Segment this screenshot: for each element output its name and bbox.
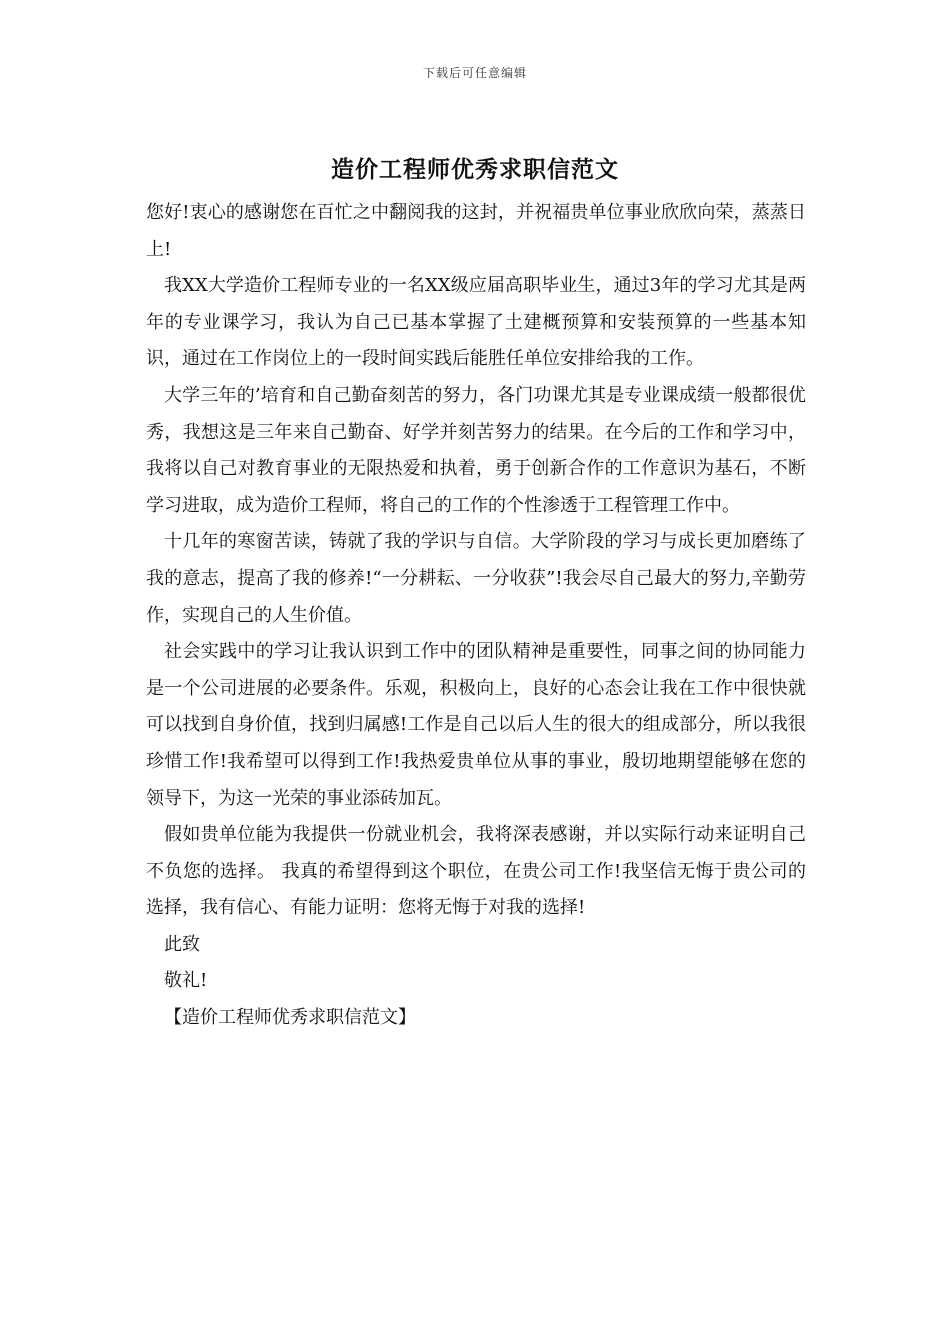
body-paragraph-introduction: 我XX大学造价工程师专业的一名XX级应届高职毕业生，通过3年的学习尤其是两年的专业课学习，我认为自己已基本掌握了土建概预算和安装预算的一些基本知识，通过在工作岗位上的一段时间实践后能胜任单位安排给我的工作。 — [146, 275, 806, 370]
body-paragraph-study: 大学三年的’培育和自己勤奋刻苦的努力，各门功课尤其是专业课成绩一般都很优秀，我想这是三年来自己勤奋、好学并刻苦努力的结果。在今后的工作和学习中，我将以自己对教育事业的无限热爱和执着，勇于创新合作的工作意识为基石，不断学习进取，成为造价工程师，将自己的工作的个性渗透于工程管理工作中。 — [146, 384, 806, 516]
document-title: 造价工程师优秀求职信范文 — [331, 156, 619, 183]
document-body — [146, 195, 806, 1037]
closing-regards: 敬礼! — [164, 970, 208, 992]
closing-salutation: 此致 — [164, 933, 200, 955]
body-paragraph-teamwork: 社会实践中的学习让我认识到工作中的团队精神是重要性，同事之间的协同能力是一个公司进展的必要条件。乐观，积极向上，良好的心态会让我在工作中很快就可以找到自身价值，找到归属感!工作是自己以后人生的很大的组成部分，所以我很珍惜工作!我希望可以得到工作!我热爱贵单位从事的事业，殷切地期望能够在您的领导下，为这一光荣的事业添砖加瓦。 — [146, 641, 806, 809]
greeting-paragraph: 您好!衷心的感谢您在百忙之中翻阅我的这封，并祝福贵单位事业欣欣向荣，蒸蒸日上! — [146, 202, 806, 260]
body-paragraph-request: 假如贵单位能为我提供一份就业机会，我将深表感谢，并以实际行动来证明自己不负您的选择。 我真的希望得到这个职位，在贵公司工作!我坚信无悔于贵公司的选择，我有信心、有能力证明：您将无悔于对我的选择! — [146, 824, 806, 919]
body-paragraph-growth: 十几年的寒窗苦读，铸就了我的学识与自信。大学阶段的学习与成长更加磨练了我的意志，提高了我的修养!“一分耕耘、一分收获”!我会尽自己最大的努力,辛勤劳作，实现自己的人生价值。 — [146, 531, 806, 626]
footer-title: 【造价工程师优秀求职信范文】 — [164, 1007, 416, 1029]
header-note: 下载后可任意编辑 — [422, 66, 527, 80]
